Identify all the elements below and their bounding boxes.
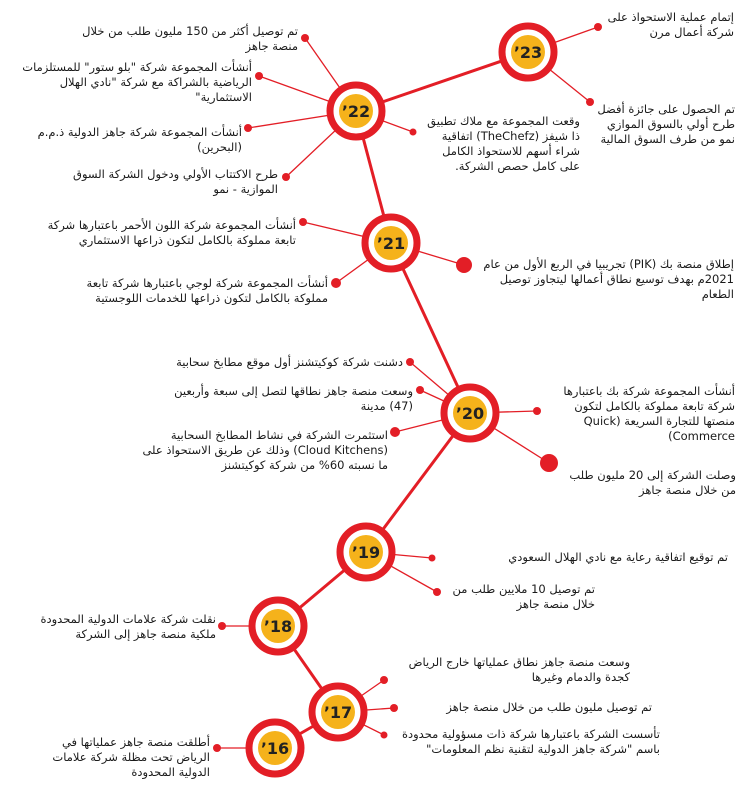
year-node-22 <box>330 85 382 137</box>
event-2020-47-cities: وسعت منصة جاهز نطاقها لتصل إلى سبعة وأربعين (47) مدينة <box>174 384 413 413</box>
branch-dot <box>255 72 263 80</box>
year-node-21 <box>365 217 417 269</box>
branch-dot <box>218 622 226 630</box>
event-2022-thechefz: وقعت المجموعة مع ملاك تطبيق ذا شيفز (TheChefz) اتفاقية شراء أسهم للاستحواذ الكامل على كامل حصص الشركة. <box>427 114 580 173</box>
branch-dot <box>540 454 558 472</box>
event-2022-jahez-bahrain: أنشأت المجموعة شركة جاهز الدولية ذ.م.م (البحرين) <box>37 125 242 154</box>
branch-dot <box>456 257 472 273</box>
branch-dot <box>429 555 436 562</box>
branch-dot <box>433 588 441 596</box>
branch-dot <box>390 427 400 437</box>
branch-dot <box>244 124 252 132</box>
branch-dot <box>299 218 307 226</box>
event-2020-cloud-kitchen-site: دشنت شركة كوكيتشنز أول موقع مطابخ سحابية <box>176 355 403 369</box>
event-2019-10m-orders: تم توصيل 10 ملايين طلب من خلال منصة جاهز <box>452 582 595 611</box>
branch-dot <box>594 23 602 31</box>
event-2022-150m-orders: تم توصيل أكثر من 150 مليون طلب من خلال منصة جاهز <box>82 24 298 53</box>
event-2017-expansion: وسعت منصة جاهز نطاق عملياتها خارج الرياض كجدة والدمام وغيرها <box>408 655 630 684</box>
year-label-23: ’23 <box>513 43 543 62</box>
event-2022-blue-store: أنشأت المجموعة شركة "بلو ستور" للمستلزمات الرياضية بالشراكة مع شركة "نادي الهلال الاستثمارية" <box>22 60 252 104</box>
branch-dot <box>406 358 414 366</box>
year-label-20: ’20 <box>455 404 485 423</box>
event-2019-hilal-sponsorship: تم توقيع اتفاقية رعاية مع نادي الهلال السعودي <box>508 550 728 564</box>
event-2017-1m-orders: تم توصيل مليون طلب من خلال منصة جاهز <box>446 700 652 714</box>
branch-dot <box>390 704 398 712</box>
event-2020-pik-quick-commerce: أنشأت المجموعة شركة بك باعتبارها شركة تابعة مملوكة بالكامل لتكون منصتها للتجارة السريعة (Quick Commerce) <box>563 384 735 443</box>
branch-dot <box>380 676 388 684</box>
year-node-18 <box>252 600 304 652</box>
year-node-16 <box>249 722 301 774</box>
branch-dot <box>282 173 290 181</box>
year-label-18: ’18 <box>263 617 293 636</box>
year-label-21: ’21 <box>376 234 406 253</box>
branch-dot <box>301 34 309 42</box>
branch-dot <box>416 386 424 394</box>
event-2022-ipo-nomu: طرح الاكتتاب الأولي ودخول الشركة السوق الموازية - نمو <box>73 167 278 196</box>
year-label-19: ’19 <box>351 543 381 562</box>
event-2021-red-color: أنشأت المجموعة شركة اللون الأحمر باعتبارها شركة تابعة مملوكة بالكامل لتكون ذراعها الاستثماري <box>47 218 296 247</box>
year-label-16: ’16 <box>260 739 290 758</box>
year-node-17 <box>312 686 364 738</box>
event-2018-ownership-transfer: نقلت شركة علامات الدولية المحدودة ملكية منصة جاهز إلى الشركة <box>40 612 216 641</box>
event-2023-ipo-award: تم الحصول على جائزة أفضل طرح أولي بالسوق الموازي نمو من طرف السوق المالية <box>597 102 735 146</box>
branch-dot <box>381 732 388 739</box>
year-node-19 <box>340 526 392 578</box>
branch-dot <box>410 129 417 136</box>
branch-dot <box>331 278 341 288</box>
event-2020-cloud-kitchens-investment: استثمرت الشركة في نشاط المطابخ السحابية (Cloud Kitchens) وذلك عن طريق الاستحواذ على ما نسبته 60% من شركة كوكيتشنز <box>142 428 388 472</box>
year-label-17: ’17 <box>323 703 353 722</box>
branch-dot <box>213 744 221 752</box>
event-2021-logi: أنشأت المجموعة شركة لوجي باعتبارها شركة تابعة مملوكة بالكامل لتكون ذراعها للخدمات اللوجستية <box>86 276 328 305</box>
event-2020-20m-orders: وصلت الشركة إلى 20 مليون طلب من خلال منصة جاهز <box>569 468 736 497</box>
event-2023-mrn-acquisition: إتمام عملية الاستحواذ على شركة أعمال مرن <box>607 10 734 39</box>
branch-dot <box>533 407 541 415</box>
event-2016-launch-riyadh: أطلقت منصة جاهز عملياتها في الرياض تحت مظلة شركة علامات الدولية المحدودة <box>52 735 210 779</box>
year-node-23 <box>502 26 554 78</box>
year-node-20 <box>444 387 496 439</box>
year-label-22: ’22 <box>341 102 371 121</box>
event-2021-pik-launch: إطلاق منصة بك (PIK) تجريبيا في الربع الأول من عام 2021م بهدف توسيع نطاق أعمالها ليتجاوز توصيل الطعام <box>483 257 734 301</box>
event-2017-company-founded: تأسست الشركة باعتبارها شركة ذات مسؤولية محدودة باسم "شركة جاهز الدولية لتقنية نظم المعلومات" <box>401 727 660 756</box>
